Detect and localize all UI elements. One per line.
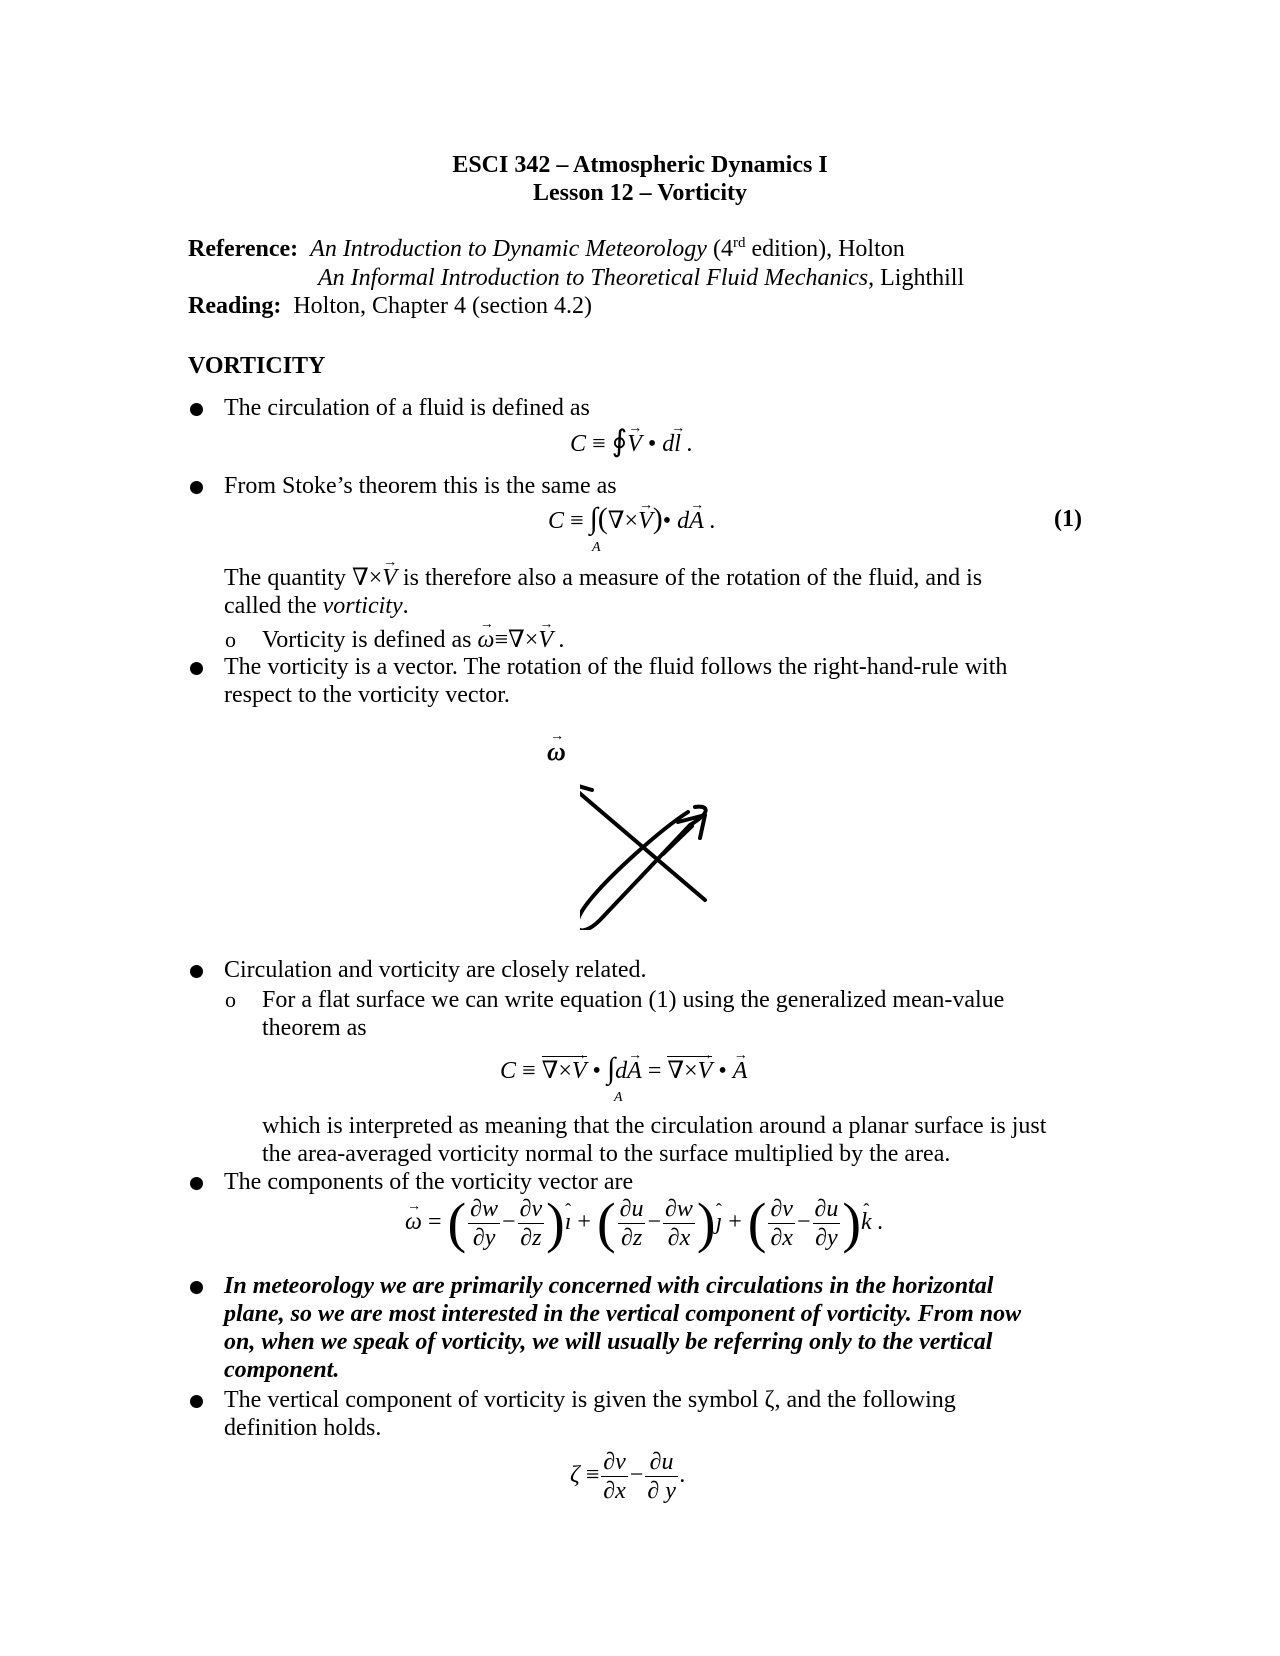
equation-mean-value: C ≡ ∇×→ V • ∫d→ A = ∇×→ V • → A (500, 1054, 747, 1086)
bullet-vertical-component-line-2: definition holds. (224, 1415, 382, 1441)
figure-omega-label: → ω (547, 737, 566, 767)
bullet-components: The components of the vorticity vector are (224, 1169, 634, 1195)
sub-bullet-flat-surface-line-1: For a flat surface we can write equation (1) using the generalized mean-value (262, 987, 1005, 1013)
paragraph-called (224, 591, 409, 621)
bullet-vector-line-1: The vorticity is a vector. The rotation of the fluid follows the right-hand-rule with (224, 654, 1008, 680)
bullet-dot (190, 965, 203, 978)
equation-number: (1) (1054, 506, 1082, 532)
reference-book1-edition-pre: (4 (706, 236, 733, 262)
bullet-meteorology-line-1: In meteorology we are primarily concerned with circulations in the horizontal (224, 1273, 994, 1299)
reference-book2-author: , Lighthill (868, 265, 965, 291)
reading-line (188, 291, 592, 321)
bullet-vector-line-2: respect to the vorticity vector. (224, 682, 510, 708)
reading-label: Reading: (188, 293, 282, 319)
section-heading: VORTICITY (188, 353, 326, 379)
equation-stokes: C ≡ ∫(∇×→ V)• d→ A . (548, 504, 716, 536)
bullet-dot (190, 403, 203, 416)
integral-subscript: A (614, 1090, 623, 1105)
sub-bullet-marker: o (225, 627, 236, 652)
called-text-post: . (402, 593, 409, 619)
vorticity-right-hand-figure (580, 770, 740, 930)
quantity-text-pre: The quantity (224, 565, 352, 591)
curl-expression: ∇×→ V (352, 565, 403, 591)
bullet-meteorology-line-2: plane, so we are most interested in the vertical component of vorticity. From now (224, 1301, 1022, 1327)
sub-bullet-marker: o (225, 987, 236, 1012)
vorticity-def-equation: → ω≡∇×→ V . (478, 627, 565, 653)
reference-book1-edition-sup: rd (732, 235, 746, 251)
reference-line-1 (188, 234, 905, 264)
vorticity-def-text: Vorticity is defined as (262, 627, 478, 653)
paragraph-quantity (224, 563, 982, 593)
vorticity-term: vorticity (322, 593, 403, 619)
bullet-dot (190, 1281, 203, 1294)
bullet-dot (190, 1177, 203, 1190)
bullet-dot (190, 481, 203, 494)
reference-book1-edition-post: edition), Holton (745, 236, 905, 262)
bullet-circulation-def: The circulation of a fluid is defined as (224, 395, 590, 421)
equation-components: → ω = ( $\frac{\partial w}{\partial y}$ − $\frac{\partial v}{\partial z}$ )ˆ ı + ( $\frac{\partial u}{\partial z}$ − $\frac{\partial w}{\partial x}$ )ˆ ȷ + ( $\frac{\partial v}{\partial x}$ − $\frac{\partial u}{\partial y}$ )ˆ k . (405, 1192, 884, 1253)
bullet-stokes: From Stoke’s theorem this is the same as (224, 473, 617, 499)
called-text-pre: called the (224, 593, 323, 619)
lesson-title: Lesson 12 – Vorticity (532, 180, 747, 206)
reference-line-2 (318, 263, 964, 293)
bullet-dot (190, 662, 203, 675)
bullet-vertical-component-line-1: The vertical component of vorticity is given the symbol ζ, and the following (224, 1387, 956, 1413)
sub-bullet-vorticity-def (262, 625, 565, 655)
interpretation-line-1: which is interpreted as meaning that the circulation around a planar surface is just (262, 1113, 1047, 1139)
sub-bullet-flat-surface-line-2: theorem as (262, 1015, 367, 1041)
rotation-ellipse (580, 807, 706, 930)
reference-label: Reference: (188, 236, 299, 262)
bullet-dot (190, 1395, 203, 1408)
quantity-text-post: is therefore also a measure of the rotation of the fluid, and is (402, 565, 983, 591)
equation-zeta: ζ ≡ $\frac{\partial v}{\partial x}$ − $\frac{\partial u}{\partial y}$ . (570, 1448, 686, 1504)
rotation-arrow-shaft (663, 826, 692, 854)
equation-circulation: C ≡ ∮→ V • d→ l . (570, 427, 693, 459)
vorticity-vector-arrow (580, 785, 705, 900)
reference-book2-title: An Informal Introduction to Theoretical Fluid Mechanics (318, 265, 869, 291)
integral-subscript: A (592, 540, 601, 555)
reference-book1-title: An Introduction to Dynamic Meteorology (310, 236, 707, 262)
course-title: ESCI 342 – Atmospheric Dynamics I (452, 152, 828, 178)
bullet-closely-related: Circulation and vorticity are closely related. (224, 957, 647, 983)
interpretation-line-2: the area-averaged vorticity normal to the surface multiplied by the area. (262, 1141, 951, 1167)
reading-text: Holton, Chapter 4 (section 4.2) (293, 293, 592, 319)
bullet-meteorology-line-3: on, when we speak of vorticity, we will usually be referring only to the vertical (224, 1329, 993, 1355)
bullet-meteorology-line-4: component. (224, 1357, 340, 1383)
